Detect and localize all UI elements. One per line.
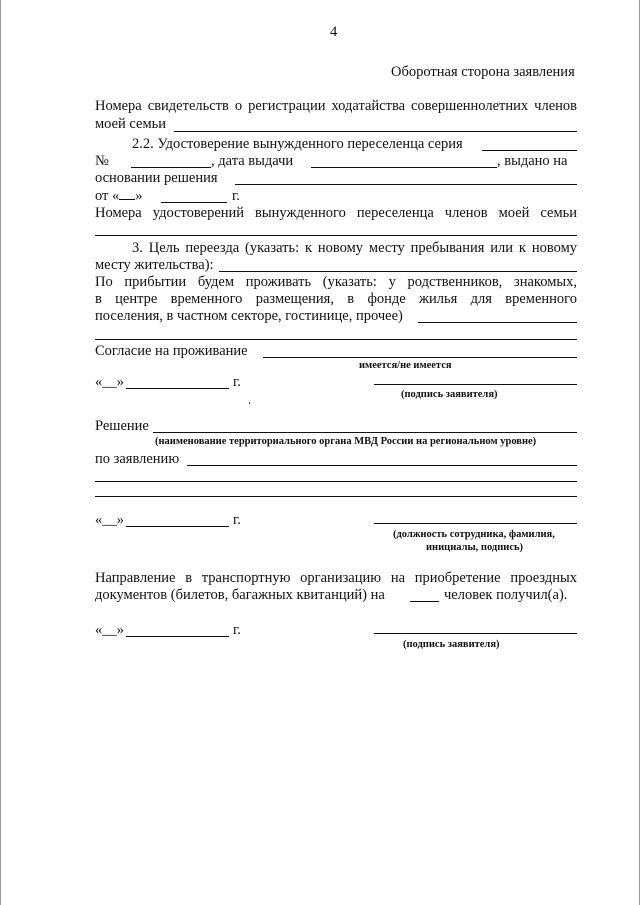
- certificate-series-field: [482, 150, 577, 151]
- decision-note: (наименование территориального органа МВД России на региональном уровне): [155, 436, 537, 447]
- transport-year: г.: [233, 622, 241, 638]
- relocation-purpose-line2: месту жительства):: [95, 257, 214, 273]
- family-certs-field: [174, 131, 577, 132]
- officer-signature-field: [374, 523, 577, 524]
- from-date-field: [161, 202, 227, 203]
- certificate-number-field: [131, 167, 211, 168]
- decision-field-line2: [95, 481, 577, 482]
- issue-date-field: [311, 167, 497, 168]
- from-date-label: от « »: [95, 188, 143, 204]
- transport-line1: Направление в транспортную организацию на приобретение проездных: [95, 570, 577, 586]
- certificate-number-label: №: [95, 153, 109, 169]
- page-header: Оборотная сторона заявления: [391, 64, 575, 80]
- consent-signature-field: [374, 384, 577, 385]
- transport-signature-note: (подпись заявителя): [403, 639, 500, 650]
- relocation-purpose-line1: 3. Цель переезда (указать: к новому месту пребывания или к новому: [132, 240, 577, 256]
- decision-date: «__»: [95, 512, 124, 528]
- certificate-series-label: 2.2. Удостоверение вынужденного переселенца серия: [132, 136, 463, 152]
- issued-by-label: , выдано на: [497, 153, 568, 169]
- transport-line2a: документов (билетов, багажных квитанций) на: [95, 587, 385, 603]
- decision-year: г.: [233, 512, 241, 528]
- decision-label: Решение: [95, 418, 149, 434]
- issue-date-label: , дата выдачи: [211, 153, 294, 169]
- arrival-line3: поселения, в частном секторе, гостинице, прочее): [95, 308, 403, 324]
- consent-date-field: [126, 388, 229, 389]
- relocation-purpose-field: [219, 271, 577, 272]
- transport-date-field: [126, 636, 229, 637]
- decision-basis-field: [235, 184, 577, 185]
- transport-count-field: [410, 601, 439, 602]
- consent-signature-note: (подпись заявителя): [401, 389, 498, 400]
- transport-date: «__»: [95, 622, 124, 638]
- consent-date: «__»: [95, 374, 124, 390]
- scan-dot: [249, 402, 250, 404]
- decision-field-line3: [95, 496, 577, 497]
- arrival-line1: По прибытии будем проживать (указать: у родственников, знакомых,: [95, 274, 577, 290]
- family-certs-line2: моей семьи: [95, 116, 167, 132]
- family-certs-line1: Номера свидетельств о регистрации ходатайства совершеннолетних членов: [95, 98, 577, 114]
- arrival-field-extra: [95, 339, 577, 340]
- from-date-year: г.: [232, 188, 240, 204]
- consent-field: [263, 357, 577, 358]
- transport-signature-field: [374, 633, 577, 634]
- consent-note: имеется/не имеется: [359, 360, 452, 371]
- by-application-label: по заявлению: [95, 451, 180, 467]
- consent-year: г.: [233, 374, 241, 390]
- transport-line2b: человек получил(а).: [444, 587, 568, 603]
- arrival-line2: в центре временного размещения, в фонде жилья для временного: [95, 291, 577, 307]
- family-certificates-field: [95, 235, 577, 236]
- decision-date-field: [126, 526, 229, 527]
- officer-signature-note1: (должность сотрудника, фамилия,: [393, 529, 555, 540]
- officer-signature-note2: инициалы, подпись): [426, 542, 524, 553]
- consent-label: Согласие на проживание: [95, 343, 248, 359]
- arrival-field: [418, 322, 577, 323]
- by-application-field: [187, 465, 577, 466]
- decision-basis-label: основании решения: [95, 170, 218, 186]
- page-number: 4: [330, 24, 338, 40]
- decision-field: [153, 432, 577, 433]
- family-certificates-line: Номера удостоверений вынужденного переселенца членов моей семьи: [95, 205, 577, 221]
